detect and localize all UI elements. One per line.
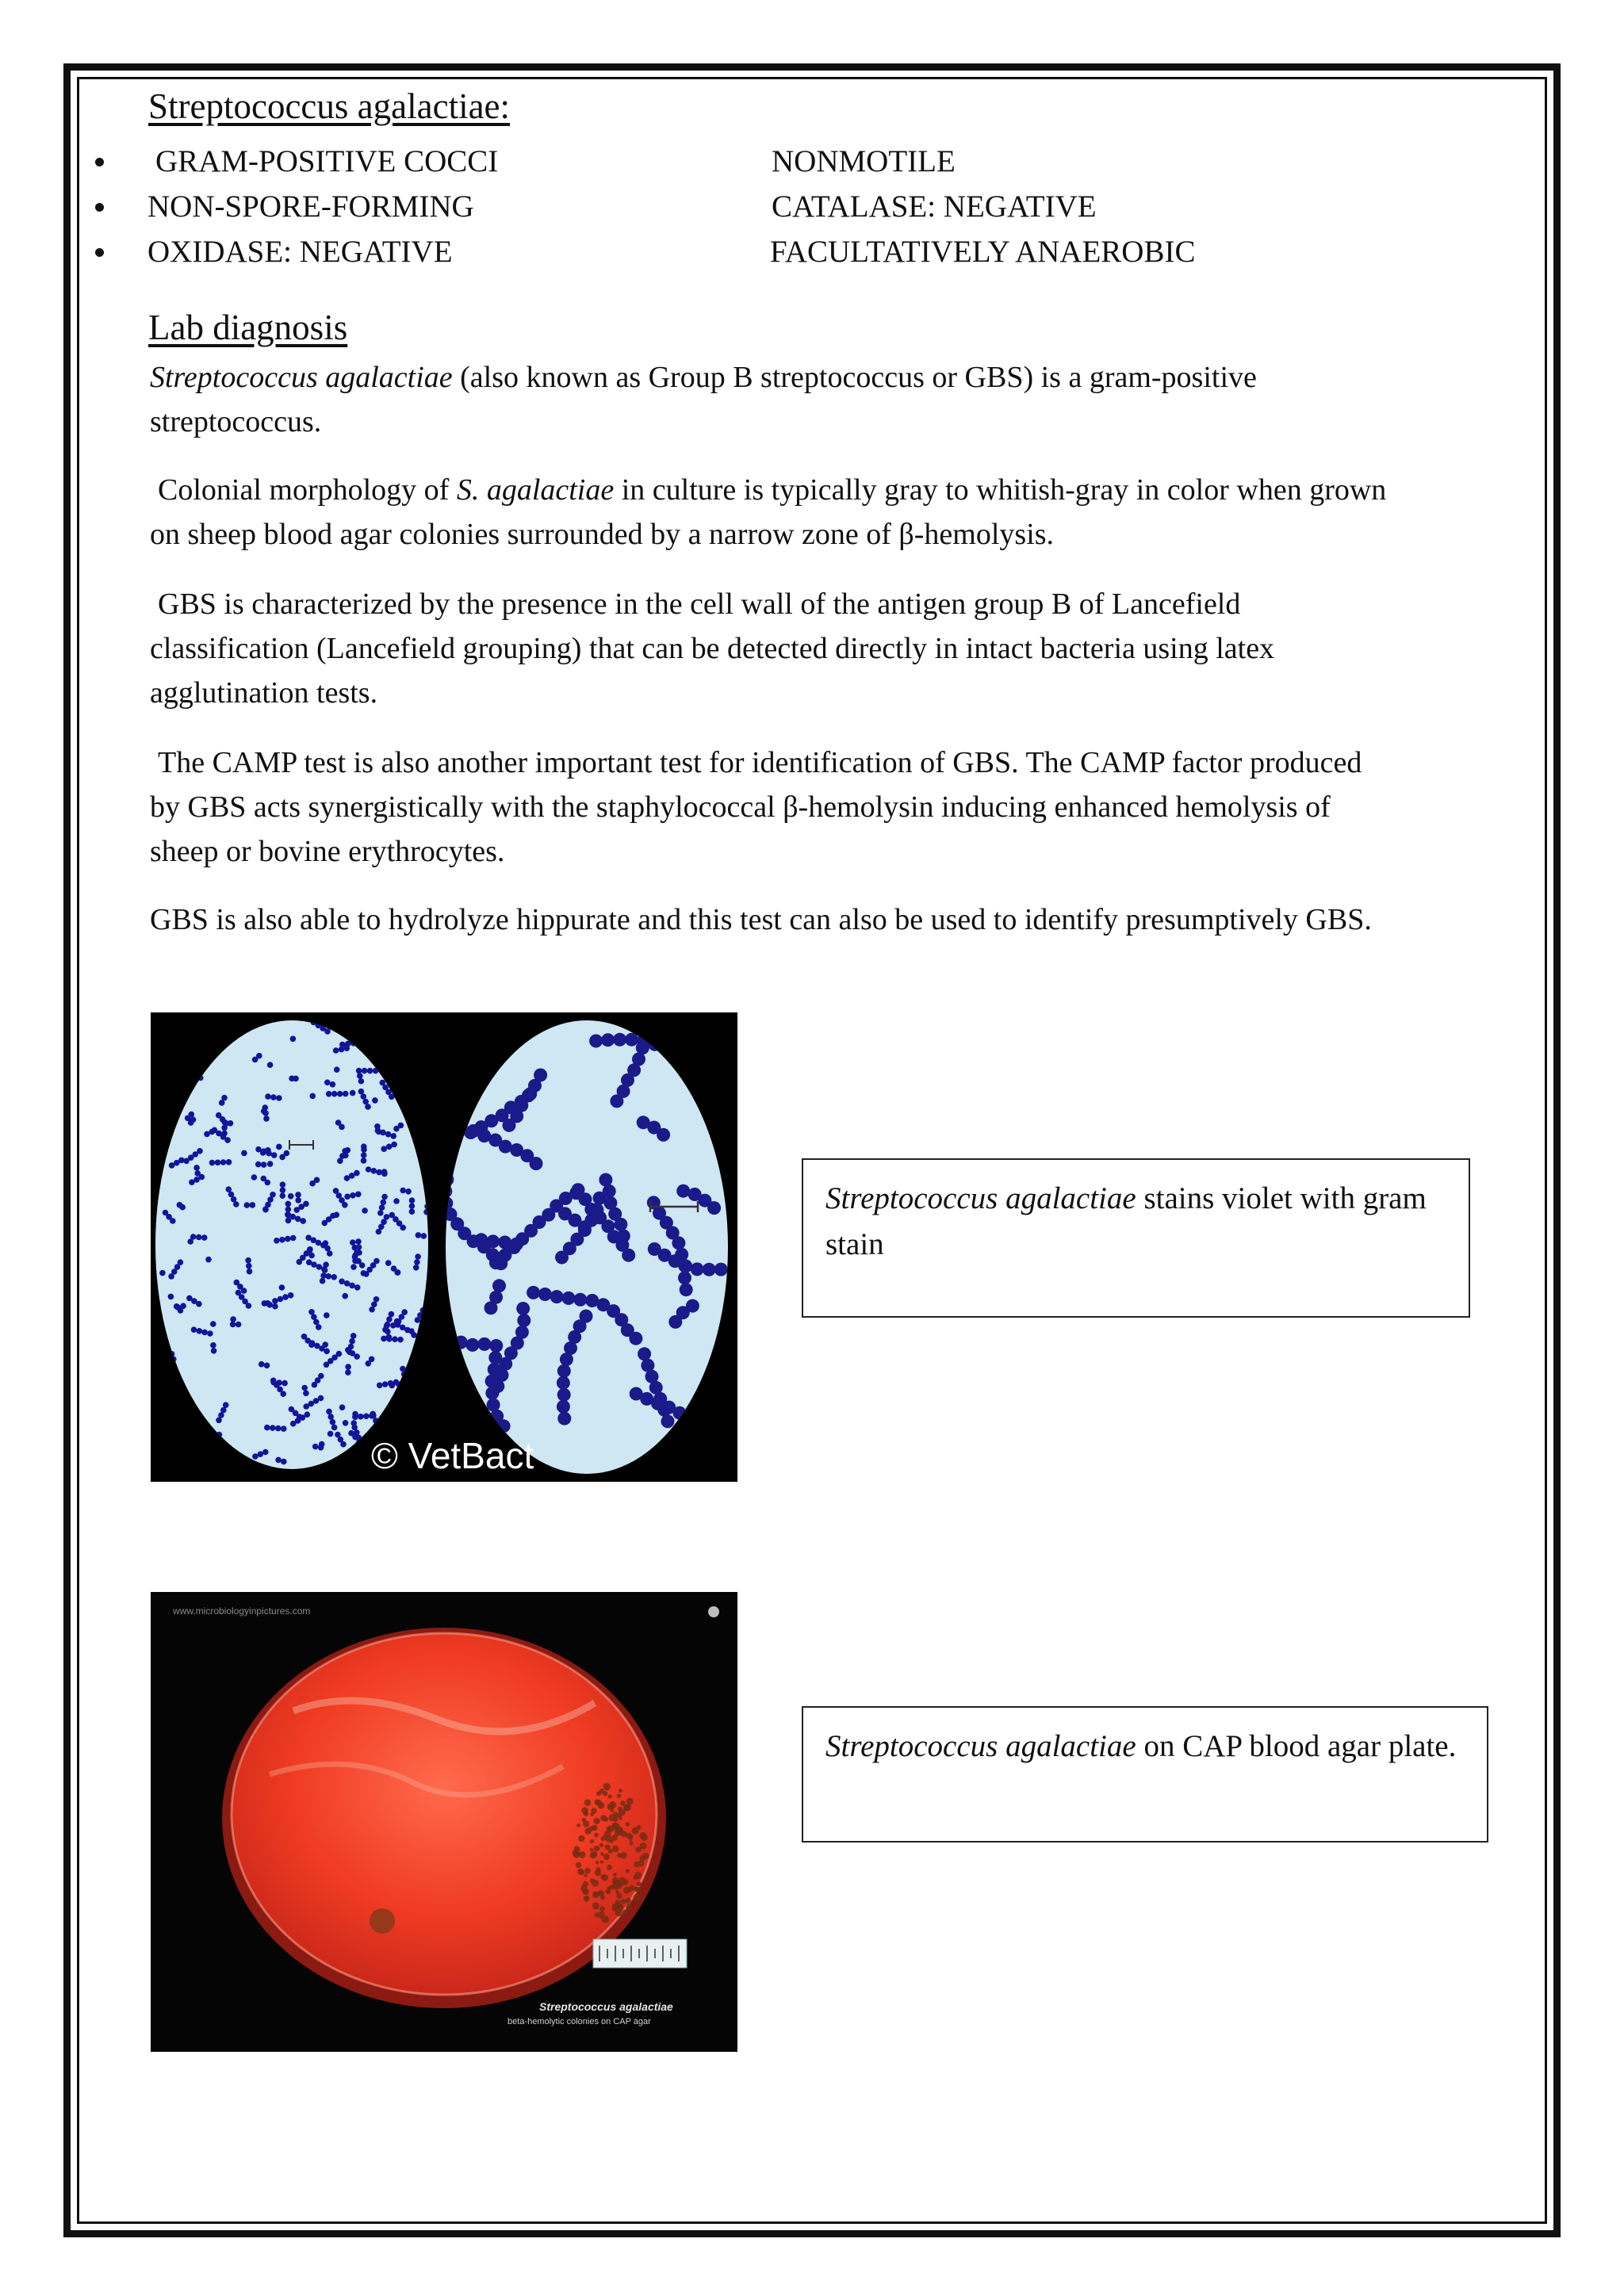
gram-stain-micrograph — [151, 1012, 737, 1482]
paragraph-camp-test: The CAMP test is also another important test for identification of GBS. The CAMP factor produced by GBS acts synergistically with the staphylococcal β-hemolysin inducing enhanced hemolysis of sheep or bovine erythrocytes. — [150, 746, 1362, 868]
characteristic-left: GRAM-POSITIVE COCCI — [155, 144, 499, 178]
bullet-icon — [95, 248, 104, 257]
caption-blood-agar: Streptococcus agalactiae on CAP blood agar plate. — [802, 1706, 1488, 1843]
list-item — [95, 229, 1332, 275]
paragraph-intro: Streptococcus agalactiae (also known as Group B streptococcus or GBS) is a gram-positive streptococcus. — [150, 361, 1257, 438]
paragraph-hippurate: GBS is also able to hydrolyze hippurate and this test can also be used to identify presumptively GBS. — [150, 903, 1372, 936]
species-heading: Streptococcus agalactiae: — [148, 86, 511, 126]
species-italic: S. agalactiae — [456, 473, 615, 507]
paragraph-colonial-morphology: Colonial morphology of S. agalactiae in culture is typically gray to whitish-gray in color when grown on sheep blood agar colonies surrounded by a narrow zone of β-hemolysis. — [150, 473, 1387, 551]
vetbact-watermark: © VetBact — [371, 1435, 534, 1476]
caption-gram-stain: Streptococcus agalactiae stains violet with gram stain — [802, 1158, 1470, 1318]
paragraph-lancefield: GBS is characterized by the presence in the cell wall of the antigen group B of Lancefield classification (Lancefield grouping) that can be detected directly in intact bacteria using latex agglutination tests. — [150, 587, 1275, 710]
characteristic-right: NONMOTILE — [772, 144, 956, 178]
characteristic-right: FACULTATIVELY ANAEROBIC — [770, 235, 1196, 269]
species-italic: Streptococcus agalactiae — [150, 361, 453, 394]
plate-label-title: Streptococcus agalactiae — [539, 2000, 673, 2013]
characteristic-left: NON-SPORE-FORMING — [147, 189, 474, 224]
characteristic-right: CATALASE: NEGATIVE — [772, 189, 1097, 224]
bullet-icon — [95, 203, 104, 212]
lab-diagnosis-heading: Lab diagnosis — [148, 308, 348, 347]
website-watermark: www.microbiologyinpictures.com — [173, 1605, 311, 1617]
list-item — [95, 184, 1332, 230]
characteristic-left: OXIDASE: NEGATIVE — [147, 235, 453, 269]
plate-label-subtitle: beta-hemolytic colonies on CAP agar — [508, 2017, 651, 2026]
info-icon — [708, 1606, 719, 1617]
bullet-icon — [95, 158, 104, 166]
blood-agar-plate-photo — [151, 1592, 737, 2052]
list-item — [95, 139, 1332, 185]
